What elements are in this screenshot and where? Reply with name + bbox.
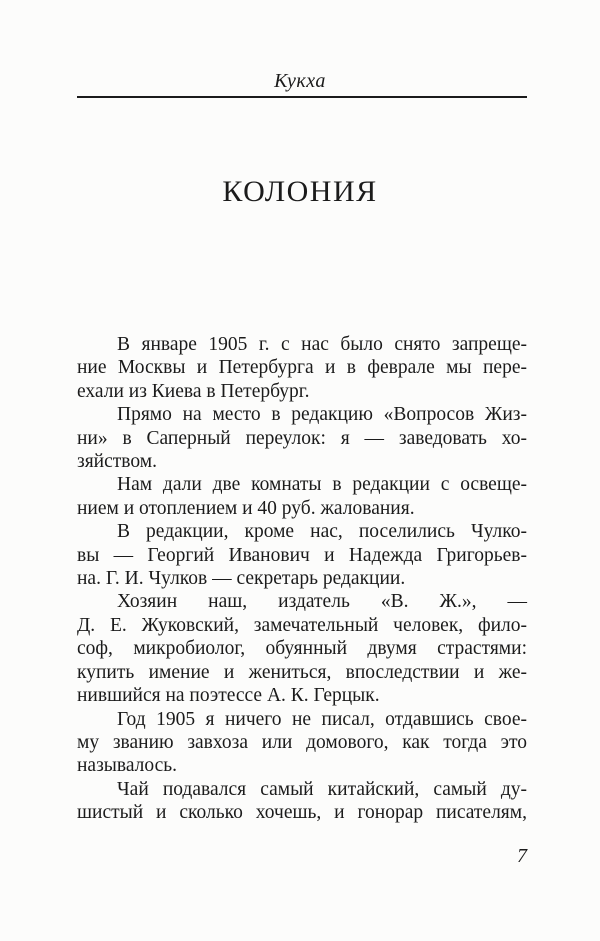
text-line: Прямо на место в редакцию «Вопросов Жиз- xyxy=(117,404,527,426)
text-line: шистый и сколько хочешь, и гонорар писателям, xyxy=(77,802,527,824)
body-text xyxy=(77,333,527,825)
text-line: на. Г. И. Чулков — секретарь редакции. xyxy=(77,568,406,590)
text-line: соф, микробиолог, обуянный двумя страстями: xyxy=(77,638,527,660)
text-line: нившийся на поэтессе А. К. Герцык. xyxy=(77,685,380,707)
text-line: ни» в Саперный переулок: я — заведовать хо- xyxy=(77,427,527,449)
text-line: В январе 1905 г. с нас было снято запреще- xyxy=(117,334,527,355)
text-line: вы — Георгий Иванович и Надежда Григорьев- xyxy=(77,544,527,566)
text-line: зяйством. xyxy=(77,451,157,473)
text-line: Нам дали две комнаты в редакции с освеще- xyxy=(117,474,527,496)
text-line: ние Москвы и Петербурга и в феврале мы пере- xyxy=(77,357,527,379)
text-line: называлось. xyxy=(77,755,178,777)
chapter-title: КОЛОНИЯ xyxy=(222,175,378,208)
text-line: нием и отоплением и 40 руб. жалования. xyxy=(77,497,415,519)
text-line: му званию завхоза или домового, как тогда это xyxy=(77,731,527,753)
running-header: Кукха xyxy=(274,70,326,92)
text-line: ехали из Киева в Петербург. xyxy=(77,380,310,402)
page-number: 7 xyxy=(517,845,527,867)
text-line: Год 1905 я ничего не писал, отдавшись свое- xyxy=(117,708,527,730)
text-line: В редакции, кроме нас, поселились Чулко- xyxy=(117,521,527,543)
header-rule xyxy=(77,96,527,98)
text-line: Д. Е. Жуковский, замечательный человек, фило- xyxy=(77,614,527,636)
text-line: Чай подавался самый китайский, самый ду- xyxy=(117,778,527,800)
text-line: купить имение и жениться, впоследствии и же- xyxy=(77,661,527,683)
text-line: Хозяин наш, издатель «В. Ж.», — xyxy=(117,591,527,613)
